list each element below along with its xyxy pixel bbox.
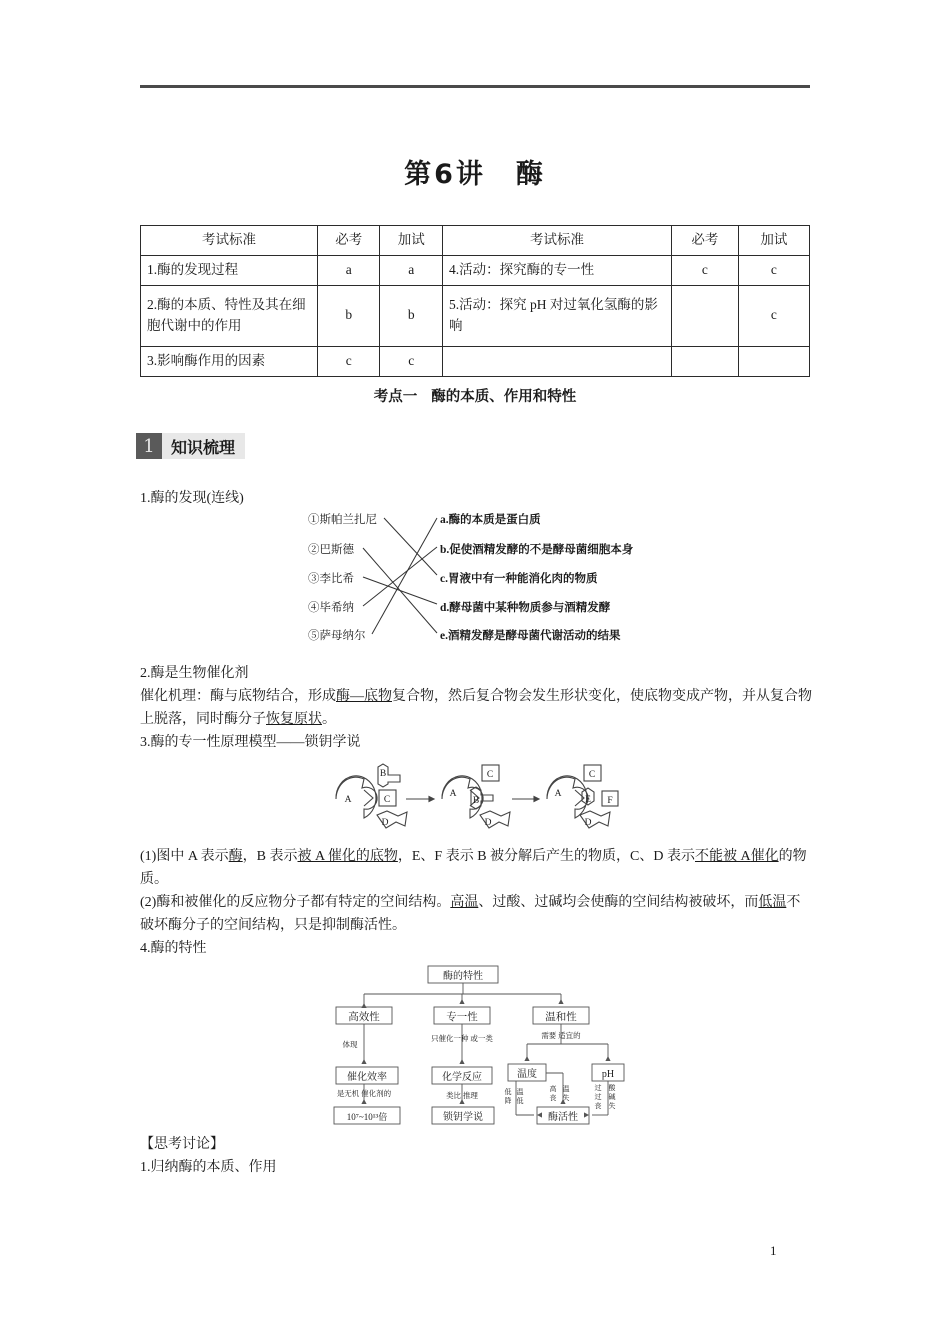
note2-text-c: 破坏，而	[702, 895, 759, 910]
cell-standard-3: 3.影响酶作用的因素	[141, 346, 318, 376]
ah-4	[459, 999, 464, 1004]
ah-3	[361, 1099, 366, 1104]
header-cell-standard-right: 考试标准	[442, 226, 671, 256]
enzyme-a-shape-1	[336, 776, 377, 818]
ph-label-a: 过	[594, 1084, 602, 1092]
table-row	[141, 255, 810, 285]
cell-standard-empty	[442, 346, 671, 376]
ah-5	[459, 1059, 464, 1064]
label-a-1: A	[344, 795, 352, 805]
cell-optional-4: c	[738, 255, 809, 285]
badge-number: 1	[136, 433, 162, 459]
item4-heading: 4.酶的特性	[140, 941, 207, 956]
badge-title: 知识梳理	[171, 437, 236, 457]
cell-standard-1: 1.酶的发现过程	[141, 255, 318, 285]
note1-underline-3: 不能被 A	[694, 849, 751, 864]
header-cell-standard-left: 考试标准	[141, 226, 318, 256]
label-a-2: A	[449, 789, 457, 799]
page-title: 第6讲 酶	[404, 159, 546, 190]
note2-text-d: 不破坏酶分子的空间结构，只是抑制酶活性。	[140, 895, 801, 933]
matching-exercise-diagram	[300, 505, 690, 647]
note1-text-b: ，B 表示	[242, 849, 298, 864]
connection-line-5	[372, 518, 437, 634]
flow-arrow-label-4: 是无机 催化剂的	[336, 1089, 392, 1098]
note2-underline-2: 低温	[758, 895, 787, 910]
label-f-3: F	[607, 796, 613, 806]
cell-required-2: b	[318, 285, 380, 346]
ah-8	[524, 1056, 529, 1061]
temp-high-label-b: 丧	[549, 1094, 557, 1102]
knowledge-review-badge	[136, 433, 245, 459]
section-heading	[140, 385, 810, 406]
ph-label-b: 过	[594, 1093, 602, 1101]
note1-underline-1: 酶	[228, 849, 243, 864]
label-c-1: C	[383, 795, 391, 805]
item3-note-1	[140, 845, 812, 891]
item2-paragraph	[140, 685, 812, 731]
cell-standard-2: 2.酶的本质、特性及其在细胞代谢中的作用	[141, 285, 318, 346]
flow-branch-3-label: 温和性	[545, 1012, 577, 1023]
lock-key-svg	[330, 763, 625, 835]
connection-line-1	[384, 518, 437, 575]
match-left-item-2: ②巴斯德	[308, 544, 354, 556]
cell-required-1: a	[318, 255, 380, 285]
item3-heading: 3.酶的专一性原理模型——锁钥学说	[140, 735, 361, 750]
note1-text-c: ，E、F 表示 B 被分解后产生的物质，C、D 表示	[397, 849, 695, 864]
match-right-item-d: d.酵母菌中某种物质参与酒精发酵	[440, 602, 611, 614]
cell-required-3: c	[318, 346, 380, 376]
label-c-3: C	[588, 770, 596, 780]
section-label: 考点一	[373, 389, 418, 405]
label-c-2: C	[486, 770, 494, 780]
temp-low-label-b: 降	[504, 1097, 512, 1105]
match-left-item-4: ④毕希纳	[308, 602, 354, 614]
arrow-2-head	[534, 797, 539, 802]
item2-underline-2: 恢复原状	[266, 712, 322, 727]
enzyme-characteristics-flowchart	[330, 963, 642, 1131]
temp-low-label-c: 温	[516, 1088, 524, 1096]
match-right-item-e: e.酒精发酵是酵母菌代谢活动的结果	[440, 630, 621, 642]
ah-7	[558, 999, 563, 1004]
cell-standard-5: 5.活动：探究 pH 对过氧化氢酶的影响	[442, 285, 671, 346]
section-title: 酶的本质、作用和特性	[431, 389, 577, 405]
flow-arrow-label-1: 体现	[342, 1040, 358, 1049]
arrow-1-head	[429, 797, 434, 802]
discussion-heading: 【思考讨论】	[140, 1137, 224, 1152]
header-cell-optional-left: 加试	[380, 226, 442, 256]
table-row	[141, 346, 810, 376]
note1-text-e: 的物质。	[140, 849, 807, 887]
item2-text-c: 物，并从复合物上脱落，同时酶分子	[140, 689, 812, 727]
label-a-3: A	[554, 789, 562, 799]
temp-low-label-a: 低	[504, 1088, 512, 1096]
item1-heading: 1.酶的发现(连线)	[140, 491, 244, 506]
flow-node-lock-key: 锁钥学说	[443, 1112, 483, 1123]
connection-line-4	[363, 547, 437, 606]
discussion-item-1: 1.归纳酶的本质、作用	[140, 1160, 277, 1175]
ph-label-c: 丧	[594, 1102, 602, 1110]
label-d-3: D	[584, 818, 592, 828]
cell-optional-2: b	[380, 285, 442, 346]
match-right-item-c: c.胃液中有一种能消化肉的物质	[440, 573, 598, 585]
match-left-item-3: ③李比希	[308, 573, 354, 585]
flow-root-label: 酶的特性	[443, 971, 483, 982]
note1-underline-2: 被 A 催化的底物	[297, 849, 398, 864]
note2-text-a: (2)酶和被催化的反应物分子都有特定的空间结构。	[140, 895, 451, 910]
cell-standard-4: 4.活动：探究酶的专一性	[442, 255, 671, 285]
enzyme-a-notch-1	[364, 790, 373, 806]
enzyme-a-notch-3	[575, 790, 584, 806]
label-e-3: E	[585, 795, 591, 805]
flow-node-efficiency-factor: 10⁷~10¹³倍	[346, 1112, 388, 1122]
header-cell-optional-right: 加试	[738, 226, 809, 256]
flow-node-ph: pH	[601, 1069, 615, 1080]
note2-underline-1: 高温	[450, 895, 479, 910]
header-rule	[140, 85, 810, 88]
cell-optional-5: c	[738, 285, 809, 346]
flow-branch-1-label: 高效性	[348, 1012, 380, 1023]
connection-line-3	[363, 577, 437, 604]
item3-note-2	[140, 891, 812, 937]
flowchart-svg	[330, 963, 642, 1131]
flow-branch-2-label: 专一性	[446, 1012, 478, 1023]
label-b-2: B	[472, 796, 480, 806]
lock-and-key-model-diagram	[330, 763, 625, 835]
cell-required-5	[672, 285, 739, 346]
item2-text-d: 。	[322, 712, 336, 727]
header-cell-required-right: 必考	[672, 226, 739, 256]
header-cell-required-left: 必考	[318, 226, 380, 256]
table-header-row	[141, 226, 810, 256]
item2-text-b: 复合物，然后复合物会发生形状变化，使底物变成产	[392, 689, 714, 704]
cell-optional-3: c	[380, 346, 442, 376]
cell-required-4: c	[672, 255, 739, 285]
ph-label-f: 失	[608, 1102, 616, 1110]
note1-underline-4: 催化	[750, 849, 779, 864]
temp-high-label-c: 温	[562, 1085, 570, 1093]
temp-low-label-d: 低	[516, 1097, 524, 1105]
flow-node-temperature: 温度	[517, 1069, 537, 1080]
ah-2	[361, 1059, 366, 1064]
ph-label-d: 酸	[608, 1084, 616, 1092]
table-row	[141, 285, 810, 346]
match-left-item-1: ①斯帕兰扎尼	[308, 514, 377, 526]
flow-node-enzyme-activity: 酶活性	[548, 1112, 578, 1123]
match-right-item-a: a.酶的本质是蛋白质	[440, 514, 541, 526]
cell-required-empty	[672, 346, 739, 376]
item2-text-a: 催化机理：酶与底物结合，形成	[140, 689, 336, 704]
ph-label-e: 碱	[608, 1093, 616, 1101]
item2-underline-1: 酶—底物	[336, 689, 392, 704]
label-b-1: B	[379, 769, 387, 779]
exam-standards-table	[140, 225, 810, 377]
flow-arrow-label-5: 类比 推理	[446, 1091, 478, 1100]
cell-optional-empty	[738, 346, 809, 376]
temp-high-label-a: 高	[549, 1085, 557, 1093]
page-number: 1	[770, 1243, 777, 1258]
temp-high-label-d: 失	[562, 1094, 570, 1102]
note1-text-a: (1)图中 A 表示	[140, 849, 229, 864]
ah-1	[361, 1003, 366, 1008]
label-d-1: D	[381, 818, 389, 828]
note2-text-b: 、过酸、过碱均会使酶的空间结构被	[478, 895, 703, 910]
match-left-item-5: ⑤萨母纳尔	[308, 630, 366, 642]
item2-heading: 2.酶是生物催化剂	[140, 666, 249, 681]
flow-arrow-label-3: 需要 适宜的	[541, 1031, 581, 1040]
flow-node-catalytic-efficiency: 催化效率	[347, 1072, 387, 1083]
cell-optional-1: a	[380, 255, 442, 285]
match-right-item-b: b.促使酒精发酵的不是酵母菌细胞本身	[440, 544, 634, 556]
flow-arrow-label-2: 只催化一种 或一类	[431, 1034, 493, 1043]
label-d-2: D	[484, 818, 492, 828]
flow-node-chemical-reaction: 化学反应	[442, 1072, 482, 1083]
ah-9	[605, 1056, 610, 1061]
